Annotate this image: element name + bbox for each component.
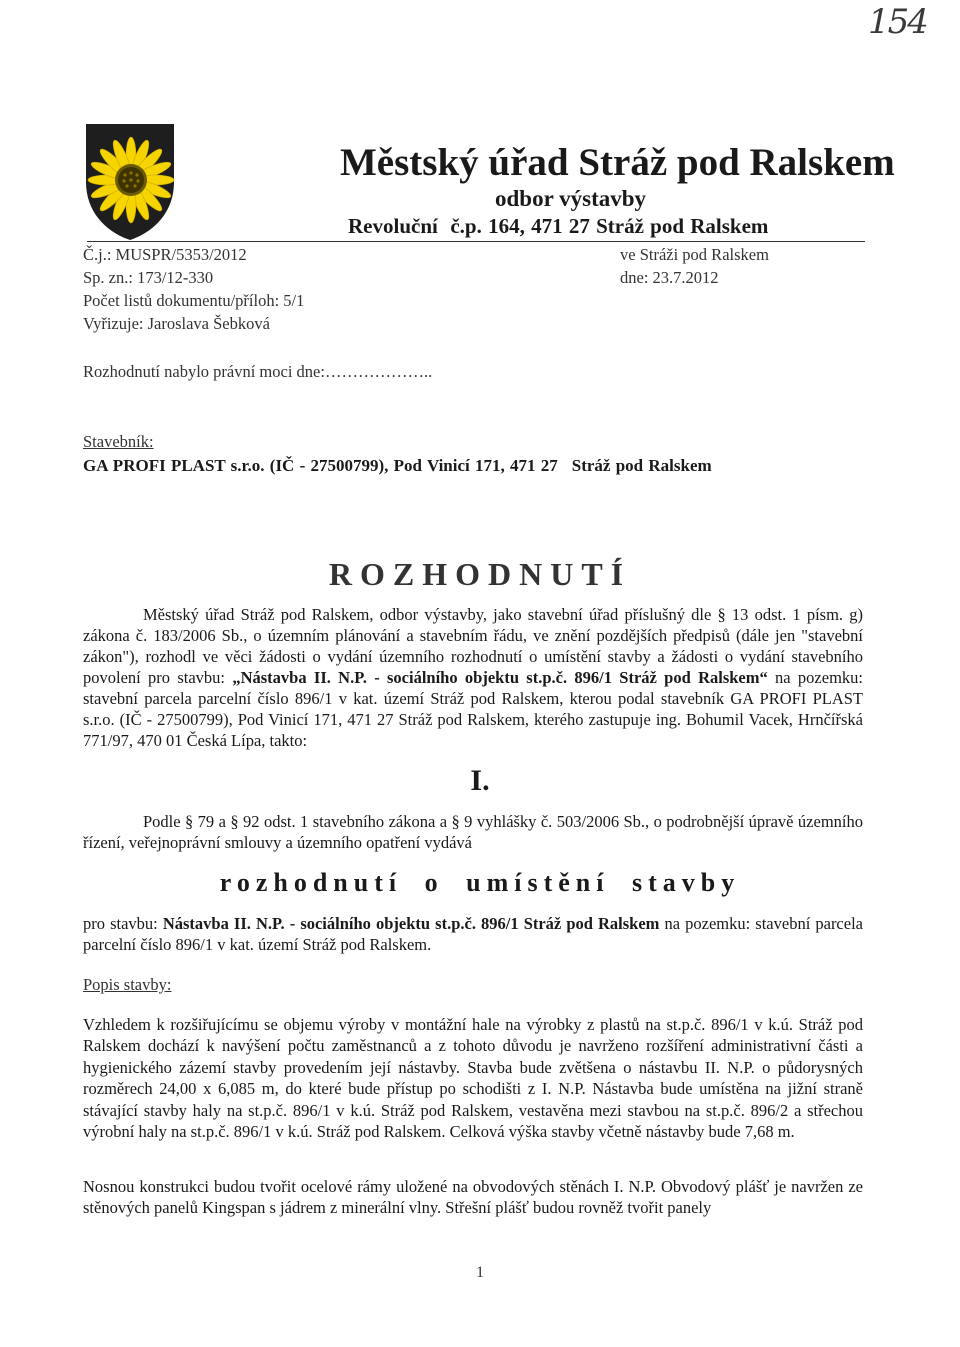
applicant-text: GA PROFI PLAST s.r.o. (IČ - 27500799), Pod Vinicí 171, 471 27	[83, 456, 558, 475]
intro-project-name: „Nástavba II. N.P. - sociálního objektu st.p.č. 896/1 Stráž pod Ralskem“	[232, 668, 768, 687]
intro-text-2: na pozemku: stavební parcela parcelní číslo 896/1 v kat. území Stráž pod Ralskem, kterou podal stavebník GA PROFI PLAST s.r.o. (IČ - 27500799), Pod Vinicí 171, 471 27 Stráž pod Ralskem, kterého zastupuje ing. Bohumil Vacek, Hrnčířská 771/97, 470 01 Česká Lípa, takto:	[83, 668, 864, 750]
description-label: Popis stavby:	[83, 975, 172, 994]
intro-text-1: Městský úřad Stráž pod Ralskem, odbor výstavby, jako stavební úřad příslušný dle § 13 odst. 1 písm. g) zákona č. 183/2006 Sb., o územním plánování a stavebním řádu, ve znění pozdějších předpisů (dále jen "stavební zákon"), rozhodl ve věci žádosti o vydání územního rozhodnutí o umístění stavby a žádosti o vydání stavebního povolení pro stavbu:	[83, 605, 863, 687]
issue-place: ve Stráži pod Ralskem	[620, 245, 769, 264]
decision-paragraph	[83, 913, 863, 955]
office-address: Revoluční č.p. 164, 471 27 Stráž pod Ralskem	[348, 214, 769, 238]
legal-force-line: Rozhodnutí nabylo právní moci dne:………………..	[83, 362, 433, 381]
intro-paragraph	[83, 604, 863, 751]
decision-project-name: Nástavba II. N.P. - sociálního objektu st.p.č. 896/1 Stráž pod Ralskem	[162, 914, 660, 933]
issue-date: dne: 23.7.2012	[620, 268, 719, 287]
page-number: 1	[476, 1264, 484, 1281]
handled-by: Vyřizuje: Jaroslava Šebková	[83, 314, 270, 333]
decision-title: rozhodnutí o umístění stavby	[219, 868, 741, 897]
description-paragraph-2: Nosnou konstrukci budou tvořit ocelové rámy uložené na obvodových stěnách I. N.P. Obvodový plášť je navržen ze stěnových panelů Kingspan s jádrem z minerální vlny. Střešní plášť budou rovněž tvořit panely	[83, 1177, 863, 1218]
description-paragraph-1: Vzhledem k rozšiřujícímu se objemu výroby v montážní hale na výrobky z plastů na st.p.č. 896/1 v k.ú. Stráž pod Ralskem dochází k navýšení počtu zaměstnanců a z tohoto důvodu je navrženo rozšíření administrativní části a hygienického zázemí stavby provedením její nástavby. Stavba bude zvětšena o nástavbu II. N.P. o půdorysných rozměrech 24,00 x 6,085 m, do které bude přístup po schodišti z I. N.P. Nástavba bude umístěna na jižní straně stávající stavby haly na st.p.č. 896/1 v k.ú. Stráž pod Ralskem, vestavěna mezi stavbou na st.p.č. 896/2 a střechou výrobní haly na st.p.č. 896/1 v k.ú. Stráž pod Ralskem. Celková výška stavby včetně nástavby bude 7,68 m.	[83, 1015, 863, 1142]
section-intro-text: Podle § 79 a § 92 odst. 1 stavebního zákona a § 9 vyhlášky č. 503/2006 Sb., o podrobnější úpravě územního řízení, veřejnoprávní smlouvy a územního opatření vydává	[83, 812, 863, 852]
document-count: Počet listů dokumentu/příloh: 5/1	[83, 291, 305, 310]
reference-number: Č.j.: MUSPR/5353/2012	[83, 245, 247, 264]
file-mark: Sp. zn.: 173/12-330	[83, 268, 214, 287]
handwritten-page-mark: 154	[868, 2, 927, 42]
municipal-crest-logo	[82, 120, 178, 249]
header-divider	[87, 241, 865, 242]
applicant-label: Stavebník:	[83, 432, 154, 451]
document-title: ROZHODNUTÍ	[328, 556, 632, 592]
applicant-line	[83, 456, 712, 476]
decision-post: na pozemku: stavební parcela parcelní číslo 896/1 v kat. území Stráž pod Ralskem.	[83, 914, 863, 954]
section-number: I.	[470, 764, 490, 797]
office-title: Městský úřad Stráž pod Ralskem	[340, 141, 895, 184]
decision-pre: pro stavbu:	[83, 914, 163, 933]
department-name: odbor výstavby	[495, 186, 647, 211]
applicant-town: Stráž pod Ralskem	[571, 456, 712, 475]
section-intro	[83, 811, 863, 853]
